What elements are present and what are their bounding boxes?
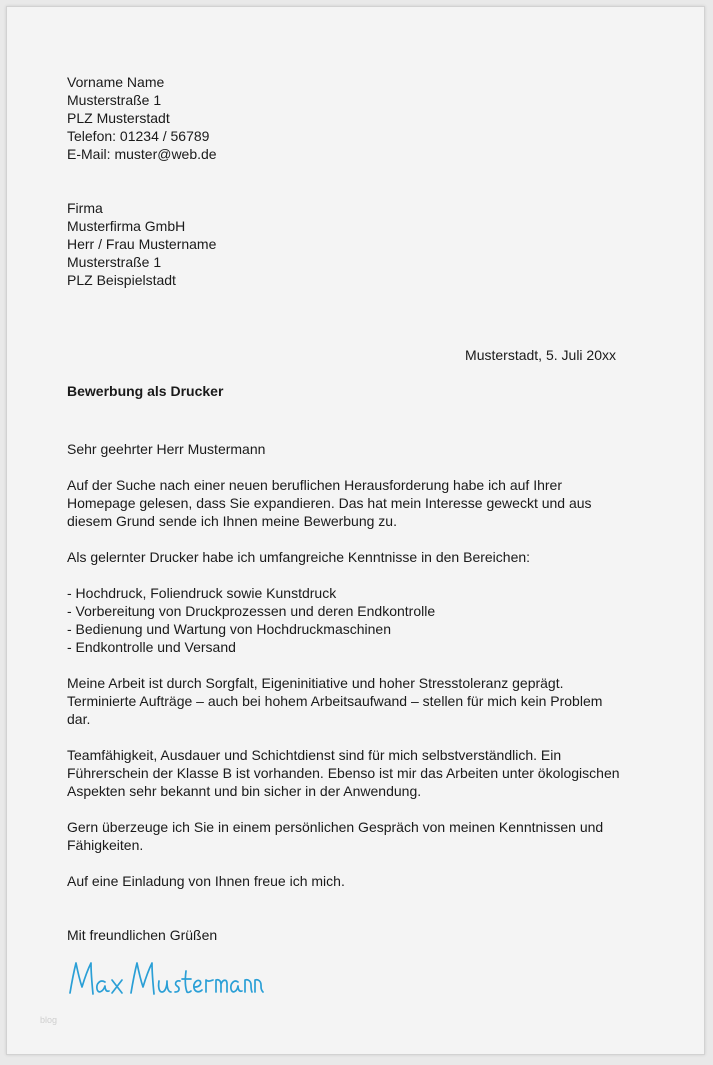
recipient-street: Musterstraße 1 — [67, 254, 162, 270]
list-item: - Vorbereitung von Druckprozessen und deren Endkontrolle — [67, 603, 436, 619]
list-item: - Endkontrolle und Versand — [67, 639, 236, 655]
list-item: - Bedienung und Wartung von Hochdruckmaschinen — [67, 621, 392, 637]
recipient-person: Herr / Frau Mustername — [67, 236, 217, 252]
paragraph-line: Teamfähigkeit, Ausdauer und Schichtdienst sind für mich selbstverständlich. Ein — [67, 747, 562, 763]
recipient-company: Musterfirma GmbH — [67, 218, 186, 234]
paragraph-line: Terminierte Aufträge – auch bei hohem Arbeitsaufwand – stellen für mich kein Problem — [67, 693, 603, 709]
paragraph-line: Homepage gelesen, dass Sie expandieren. Das hat mein Interesse geweckt und aus — [67, 495, 592, 511]
paragraph-work-quality — [67, 674, 602, 728]
recipient-city: PLZ Beispielstadt — [67, 272, 176, 288]
paragraph-interview — [67, 818, 603, 854]
paragraph-line: Gern überzeuge ich Sie in einem persönlichen Gespräch von meinen Kenntnissen und — [67, 819, 604, 835]
closing-greeting: Mit freundlichen Grüßen — [67, 927, 218, 943]
recipient-label: Firma — [67, 200, 103, 216]
paragraph-invitation: Auf eine Einladung von Ihnen freue ich mich. — [67, 873, 345, 889]
recipient-address — [67, 199, 216, 289]
paragraph-skills-intro: Als gelernter Drucker habe ich umfangreiche Kenntnisse in den Bereichen: — [67, 549, 531, 565]
list-item: - Hochdruck, Foliendruck sowie Kunstdruck — [67, 585, 337, 601]
paragraph-intro — [67, 476, 592, 530]
paragraph-line: Auf der Suche nach einer neuen beruflichen Herausforderung habe ich auf Ihrer — [67, 477, 562, 493]
letter-page — [6, 6, 705, 1055]
handwritten-signature — [67, 957, 267, 1001]
sender-address — [67, 73, 217, 163]
sender-phone: Telefon: 01234 / 56789 — [67, 128, 210, 144]
paragraph-line: diesem Grund sende ich Ihnen meine Bewerbung zu. — [67, 513, 397, 529]
paragraph-line: Fähigkeiten. — [67, 837, 144, 853]
date-line: Musterstadt, 5. Juli 20xx — [465, 347, 616, 363]
paragraph-line: Aspekten sehr bekannt und bin sicher in der Anwendung. — [67, 783, 422, 799]
salutation: Sehr geehrter Herr Mustermann — [67, 441, 266, 457]
watermark-text: blog — [40, 1015, 58, 1025]
sender-name: Vorname Name — [67, 74, 165, 90]
sender-email: E-Mail: muster@web.de — [67, 146, 217, 162]
sender-city: PLZ Musterstadt — [67, 110, 170, 126]
paragraph-line: dar. — [67, 711, 91, 727]
paragraph-line: Führerschein der Klasse B ist vorhanden. Ebenso ist mir das Arbeiten unter ökologischen — [67, 765, 620, 781]
sender-street: Musterstraße 1 — [67, 92, 162, 108]
subject-line: Bewerbung als Drucker — [67, 383, 224, 399]
skills-list — [67, 584, 435, 656]
paragraph-line: Meine Arbeit ist durch Sorgfalt, Eigeninitiative und hoher Stresstoleranz geprägt. — [67, 675, 564, 691]
paragraph-teamwork — [67, 746, 620, 800]
